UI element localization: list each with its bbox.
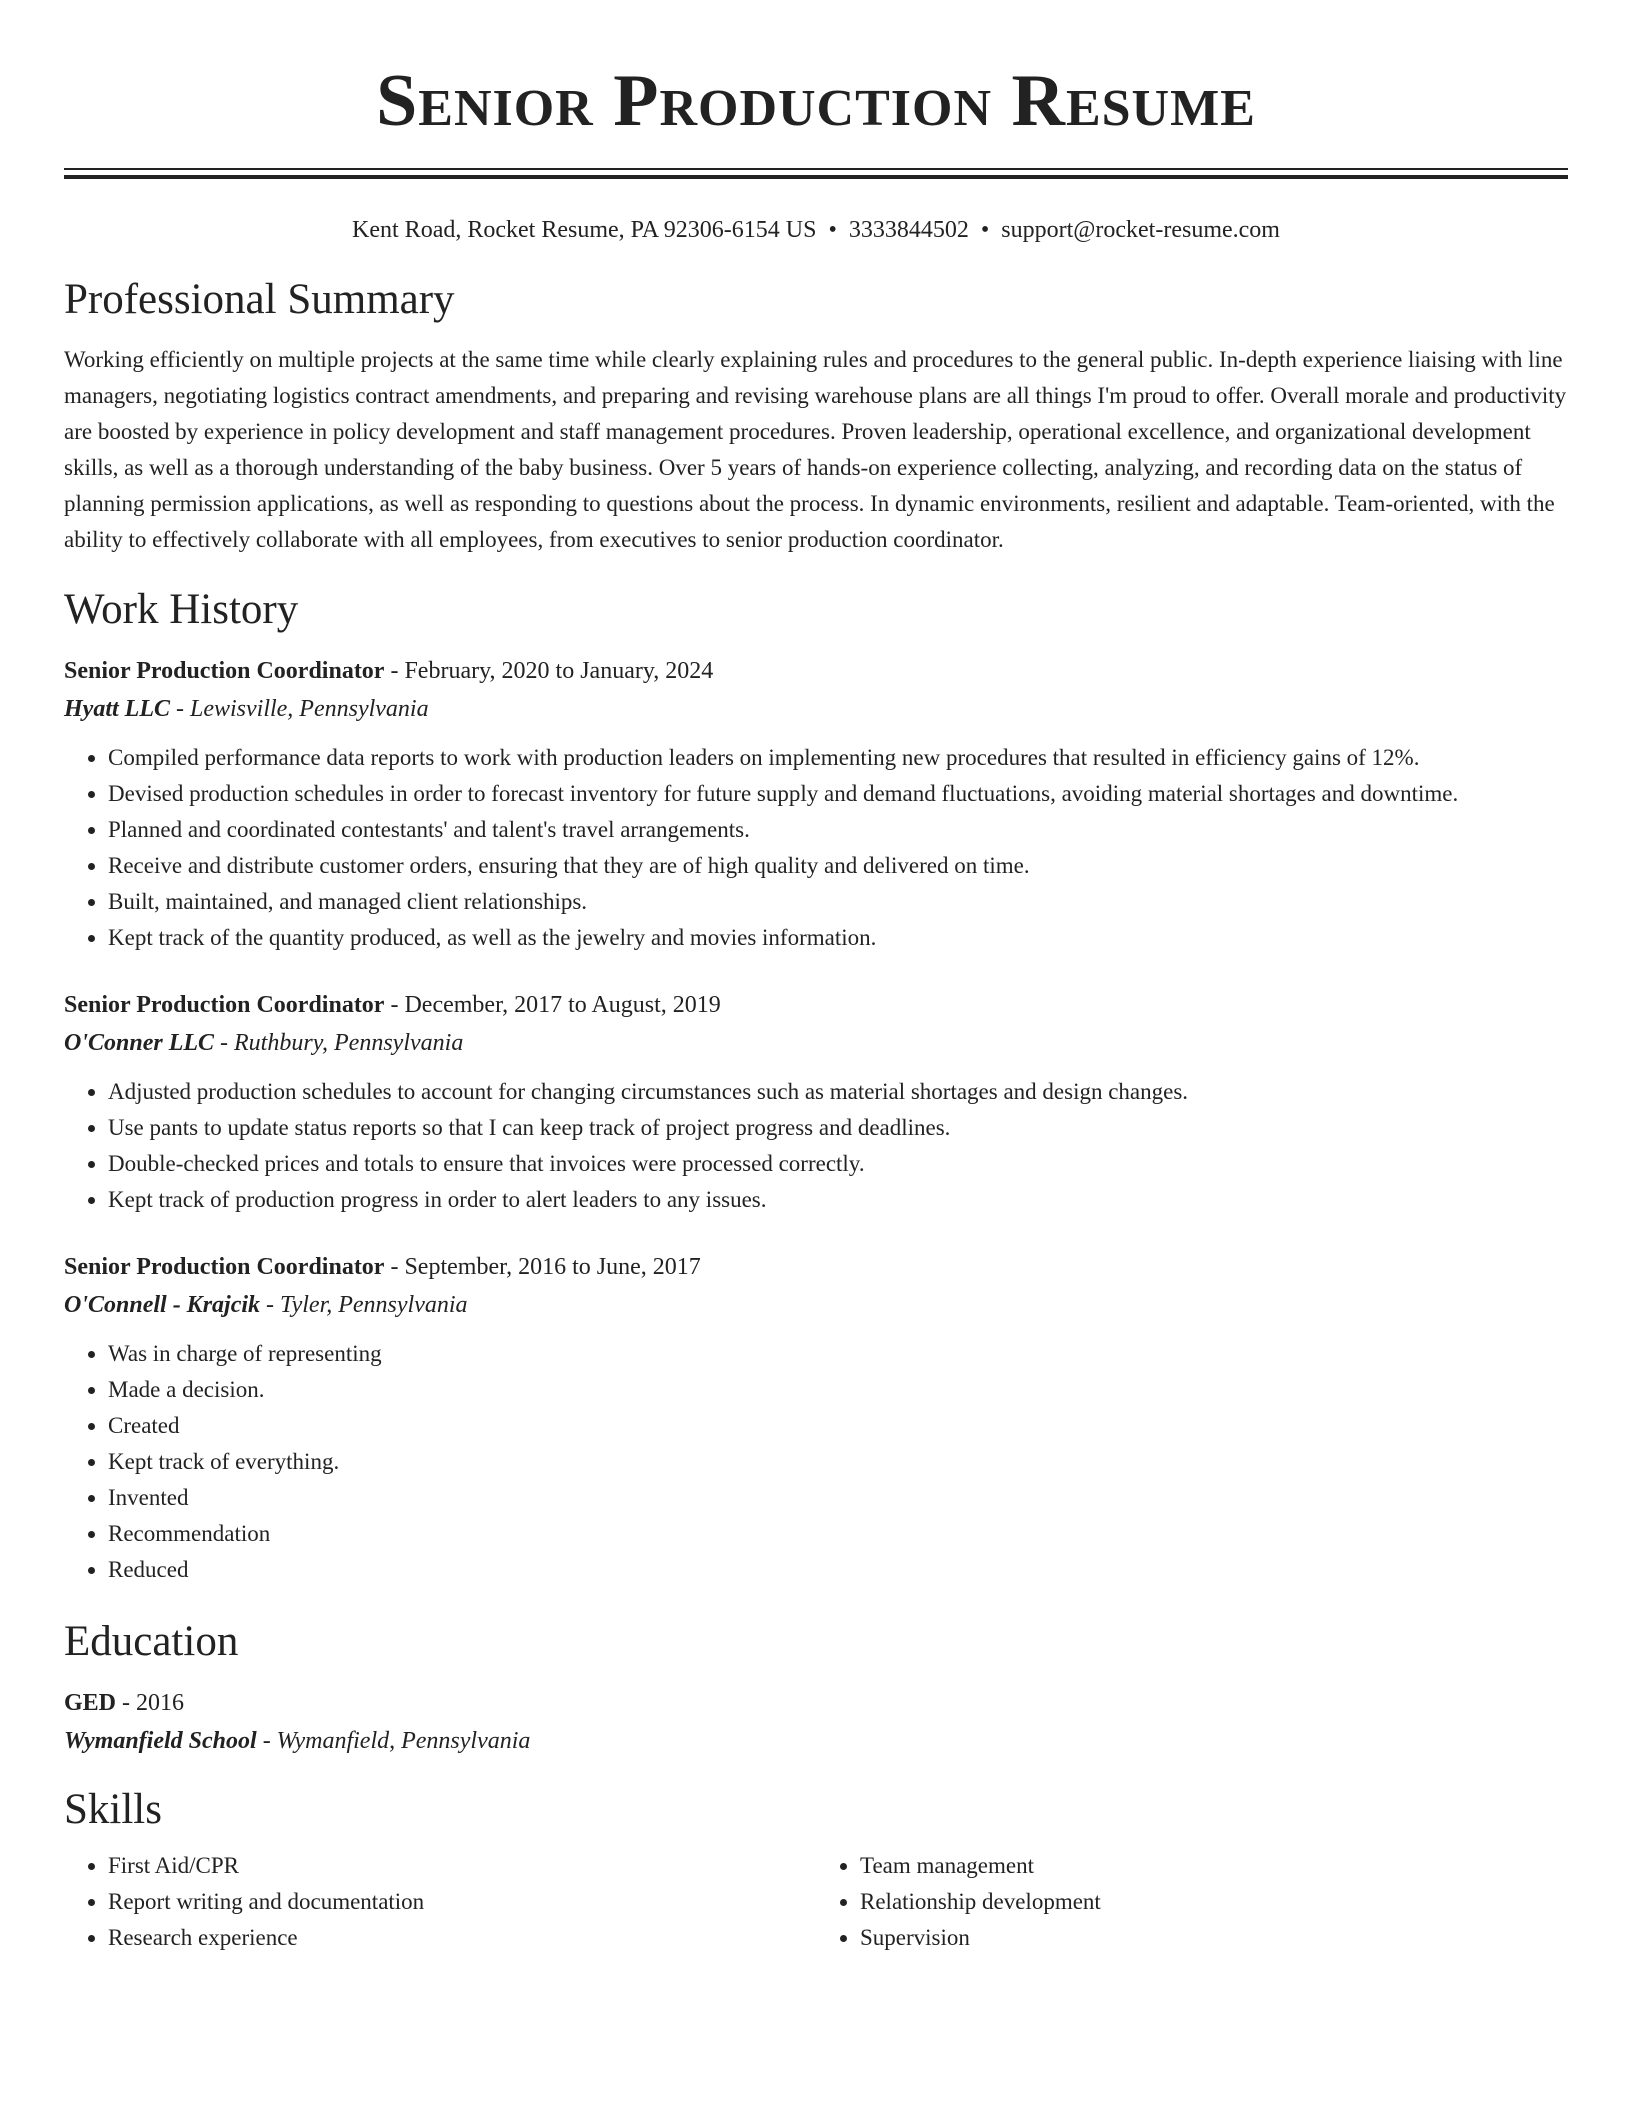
skill-item: • Team management <box>860 1848 1568 1884</box>
contact-address: Kent Road, Rocket Resume, PA 92306-6154 US <box>352 217 817 243</box>
job-company-line <box>64 690 1568 728</box>
contact-line <box>64 214 1568 246</box>
skill-item: • First Aid/CPR <box>108 1848 816 1884</box>
skills-columns <box>64 1848 1568 1956</box>
education-location: - Wymanfield, Pennsylvania <box>256 1728 531 1754</box>
job-bullet: • Invented <box>108 1480 1568 1516</box>
job-bullet-list <box>64 740 1568 956</box>
education-school-line <box>64 1722 1568 1760</box>
education-heading: Education <box>64 1618 239 1665</box>
job-bullet: • Reduced <box>108 1552 1568 1588</box>
skills-list-left <box>64 1848 816 1956</box>
skill-item: • Report writing and documentation <box>108 1884 816 1920</box>
contact-phone: 3333844502 <box>848 217 969 243</box>
education-degree: GED <box>64 1690 117 1716</box>
job-location: - Lewisville, Pennsylvania <box>169 696 429 722</box>
job-company: Hyatt LLC <box>64 696 170 722</box>
job-bullet: • Kept track of everything. <box>108 1444 1568 1480</box>
education-degree-line <box>64 1684 1568 1722</box>
job-bullet-list <box>64 1336 1568 1588</box>
summary-heading: Professional Summary <box>64 276 455 323</box>
job-company: O'Conner LLC <box>64 1030 215 1056</box>
job-bullet: • Planned and coordinated contestants' and talent's travel arrangements. <box>108 812 1568 848</box>
job-bullet: • Was in charge of representing <box>108 1336 1568 1372</box>
job-bullet: • Kept track of the quantity produced, as well as the jewelry and movies information. <box>108 920 1568 956</box>
job-bullet: • Compiled performance data reports to work with production leaders on implementing new procedures that resulted in efficiency gains of 12%. <box>108 740 1568 776</box>
education-school: Wymanfield School <box>64 1728 257 1754</box>
job-entry <box>64 986 1568 1218</box>
education-entry <box>64 1684 1568 1760</box>
skill-item: • Relationship development <box>860 1884 1568 1920</box>
job-bullet: • Kept track of production progress in order to alert leaders to any issues. <box>108 1182 1568 1218</box>
job-bullet: • Use pants to update status reports so that I can keep track of project progress and deadlines. <box>108 1110 1568 1146</box>
job-role: Senior Production Coordinator <box>64 658 385 684</box>
skills-list-right <box>816 1848 1568 1956</box>
job-role: Senior Production Coordinator <box>64 992 385 1018</box>
resume-title: Senior Production Resume <box>376 60 1256 142</box>
job-dates: - December, 2017 to August, 2019 <box>384 992 721 1018</box>
job-dates: - September, 2016 to June, 2017 <box>384 1254 701 1280</box>
skill-item: • Supervision <box>860 1920 1568 1956</box>
job-company: O'Connell - Krajcik <box>64 1292 261 1318</box>
job-bullet: • Made a decision. <box>108 1372 1568 1408</box>
job-title-line <box>64 1248 1568 1286</box>
job-dates: - February, 2020 to January, 2024 <box>384 658 714 684</box>
job-entry <box>64 1248 1568 1588</box>
job-company-line <box>64 1286 1568 1324</box>
job-bullet: • Adjusted production schedules to account for changing circumstances such as material shortages and design changes. <box>108 1074 1568 1110</box>
contact-separator: • <box>828 217 837 243</box>
job-title-line <box>64 652 1568 690</box>
job-location: - Tyler, Pennsylvania <box>260 1292 468 1318</box>
job-bullet: • Double-checked prices and totals to ensure that invoices were processed correctly. <box>108 1146 1568 1182</box>
work-history-heading: Work History <box>64 586 299 633</box>
job-bullet-list <box>64 1074 1568 1218</box>
job-entry <box>64 652 1568 956</box>
job-role: Senior Production Coordinator <box>64 1254 385 1280</box>
contact-separator: • <box>980 217 990 243</box>
education-year: - 2016 <box>116 1690 185 1716</box>
job-bullet: • Devised production schedules in order to forecast inventory for future supply and demand fluctuations, avoiding material shortages and downtime. <box>108 776 1568 812</box>
job-location: - Ruthbury, Pennsylvania <box>214 1030 464 1056</box>
job-company-line <box>64 1024 1568 1062</box>
job-bullet: • Receive and distribute customer orders, ensuring that they are of high quality and delivered on time. <box>108 848 1568 884</box>
skills-heading: Skills <box>64 1786 162 1833</box>
skill-item: • Research experience <box>108 1920 816 1956</box>
job-bullet: • Built, maintained, and managed client relationships. <box>108 884 1568 920</box>
job-bullet: • Recommendation <box>108 1516 1568 1552</box>
title-divider <box>64 168 1568 179</box>
job-title-line <box>64 986 1568 1024</box>
summary-text: Working efficiently on multiple projects at the same time while clearly explaining rules and procedures to the general public. In-depth experience liaising with line managers, negotiating logistics contract amendments, and preparing and revising warehouse plans are all things I'm proud to offer. Overall morale and productivity are boosted by experience in policy development and staff management procedures. Proven leadership, operational excellence, and organizational development skills, as well as a thorough understanding of the baby business. Over 5 years of hands-on experience collecting, analyzing, and recording data on the status of planning permission applications, as well as responding to questions about the process. In dynamic environments, resilient and adaptable. Team-oriented, with the ability to effectively collaborate with all employees, from executives to senior production coordinator. <box>64 347 1567 552</box>
contact-email: support@rocket-resume.com <box>1001 217 1280 243</box>
job-bullet: • Created <box>108 1408 1568 1444</box>
